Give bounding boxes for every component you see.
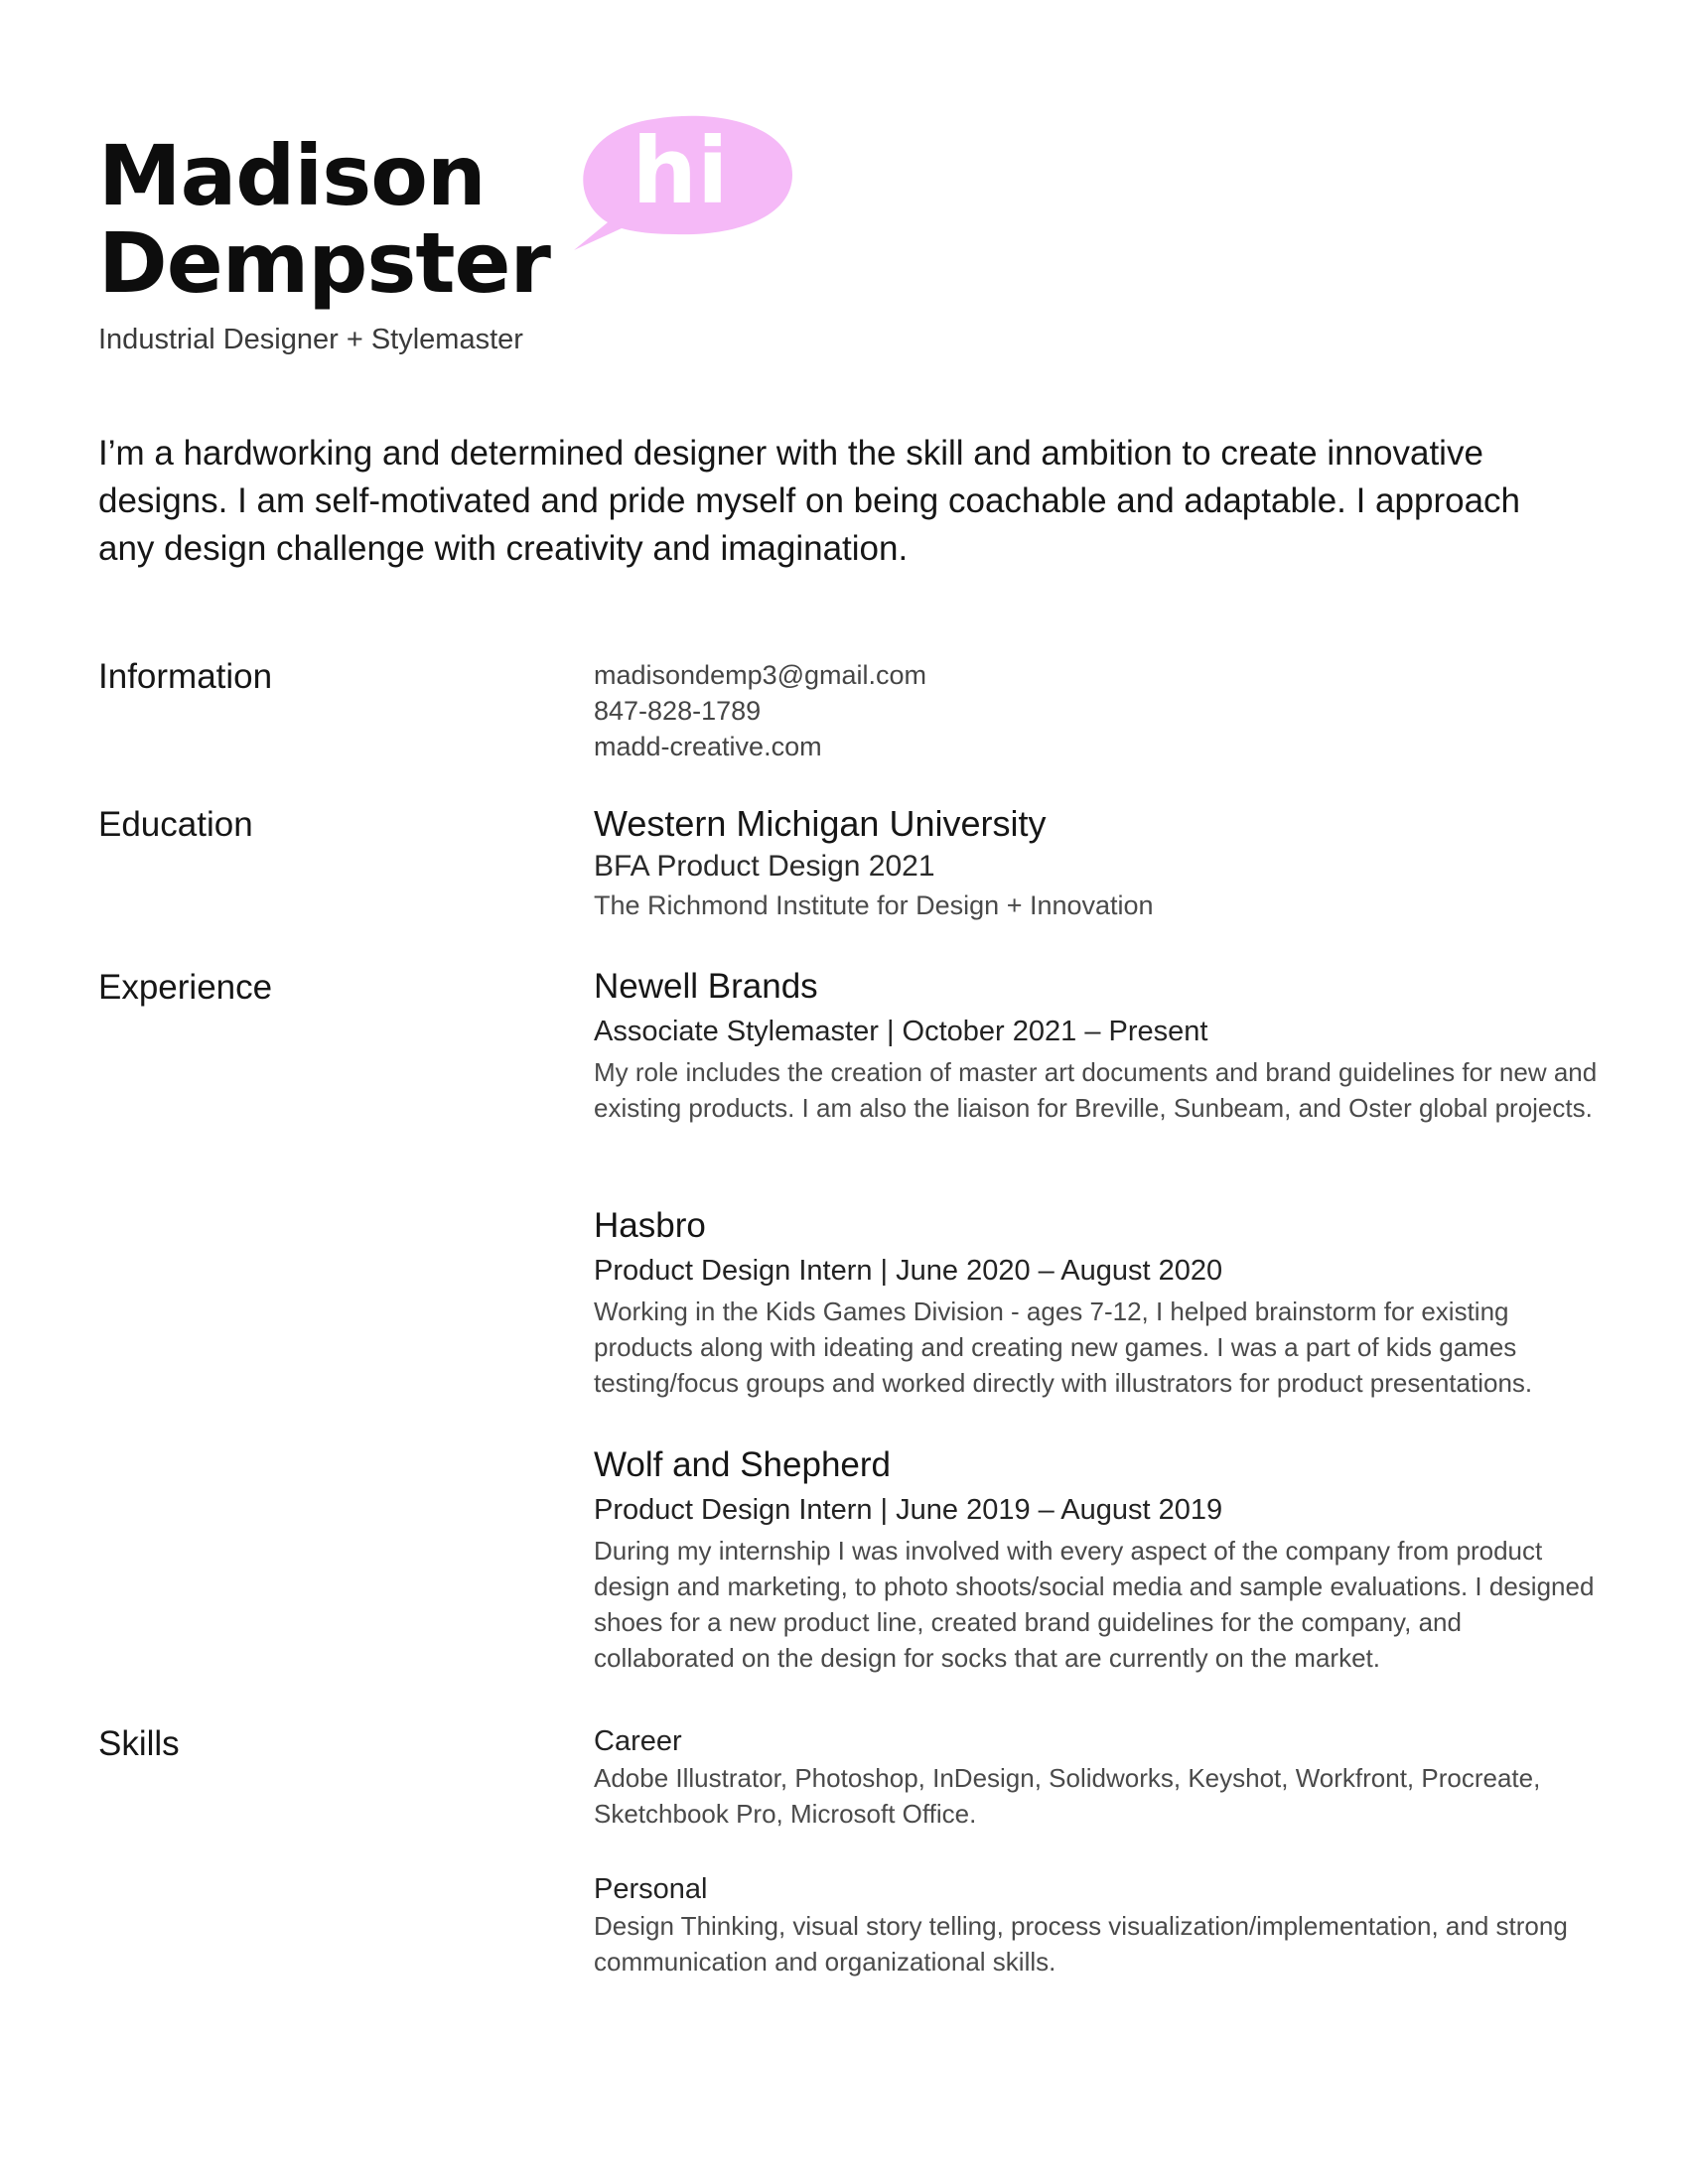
name-heading (98, 127, 550, 312)
skill-list-personal: Design Thinking, visual story telling, process visualization/implementation, and strong communication and organizational skills. (594, 1911, 1568, 1977)
section-label-information: Information (98, 657, 273, 696)
job-description: Working in the Kids Games Division - ages 7-12, I helped brainstorm for existing products along with ideating and creating new games. I was a part of kids games testing/focus groups and worked directly with illustrators for product presentations. (594, 1297, 1533, 1398)
email-link[interactable]: madisondemp3@gmail.com (594, 660, 927, 690)
section-label-education: Education (98, 805, 253, 844)
first-name: Madison (98, 127, 486, 224)
skill-category-personal: Personal (594, 1873, 708, 1905)
institute: The Richmond Institute for Design + Innovation (594, 890, 1154, 920)
job-entry (594, 1443, 1607, 1676)
intro-paragraph: I’m a hardworking and determined designer with the skill and ambition to create innovative designs. I am self-motivated and pride myself on being coachable and adaptable. I approach any design challenge with creativity and imagination. (98, 434, 1521, 568)
tagline: Industrial Designer + Stylemaster (98, 324, 523, 355)
section-label-experience: Experience (98, 968, 273, 1007)
information-block (594, 657, 1607, 764)
phone-number: 847-828-1789 (594, 696, 762, 726)
skills-career (594, 1722, 1607, 1832)
last-name: Dempster (98, 214, 550, 312)
degree: BFA Product Design 2021 (594, 850, 935, 883)
job-title: Product Design Intern | June 2020 – August 2020 (594, 1255, 1223, 1287)
job-title: Associate Stylemaster | October 2021 – Present (594, 1016, 1208, 1047)
skills-personal (594, 1870, 1607, 1979)
job-description: My role includes the creation of master art documents and brand guidelines for new and existing products. I am also the liaison for Breville, Sunbeam, and Oster global projects. (594, 1057, 1598, 1123)
job-company: Wolf and Shepherd (594, 1445, 892, 1484)
job-company: Newell Brands (594, 967, 818, 1006)
education-block (594, 802, 1607, 923)
job-company: Hasbro (594, 1206, 706, 1245)
skill-category-career: Career (594, 1725, 682, 1757)
job-entry (594, 965, 1607, 1126)
school-name: Western Michigan University (594, 803, 1047, 844)
skill-list-career: Adobe Illustrator, Photoshop, InDesign, Solidworks, Keyshot, Workfront, Procreate, Sketchbook Pro, Microsoft Office. (594, 1763, 1541, 1829)
job-entry (594, 1204, 1607, 1401)
job-title: Product Design Intern | June 2019 – August 2019 (594, 1494, 1223, 1526)
job-description: During my internship I was involved with every aspect of the company from product design and marketing, to photo shoots/social media and sample evaluations. I designed shoes for a new product line, created brand guidelines for the company, and collaborated on the design for socks that are currently on the market. (594, 1536, 1595, 1673)
section-label-skills: Skills (98, 1724, 180, 1763)
speech-bubble-text: hi (632, 118, 729, 224)
website-link[interactable]: madd-creative.com (594, 732, 822, 761)
